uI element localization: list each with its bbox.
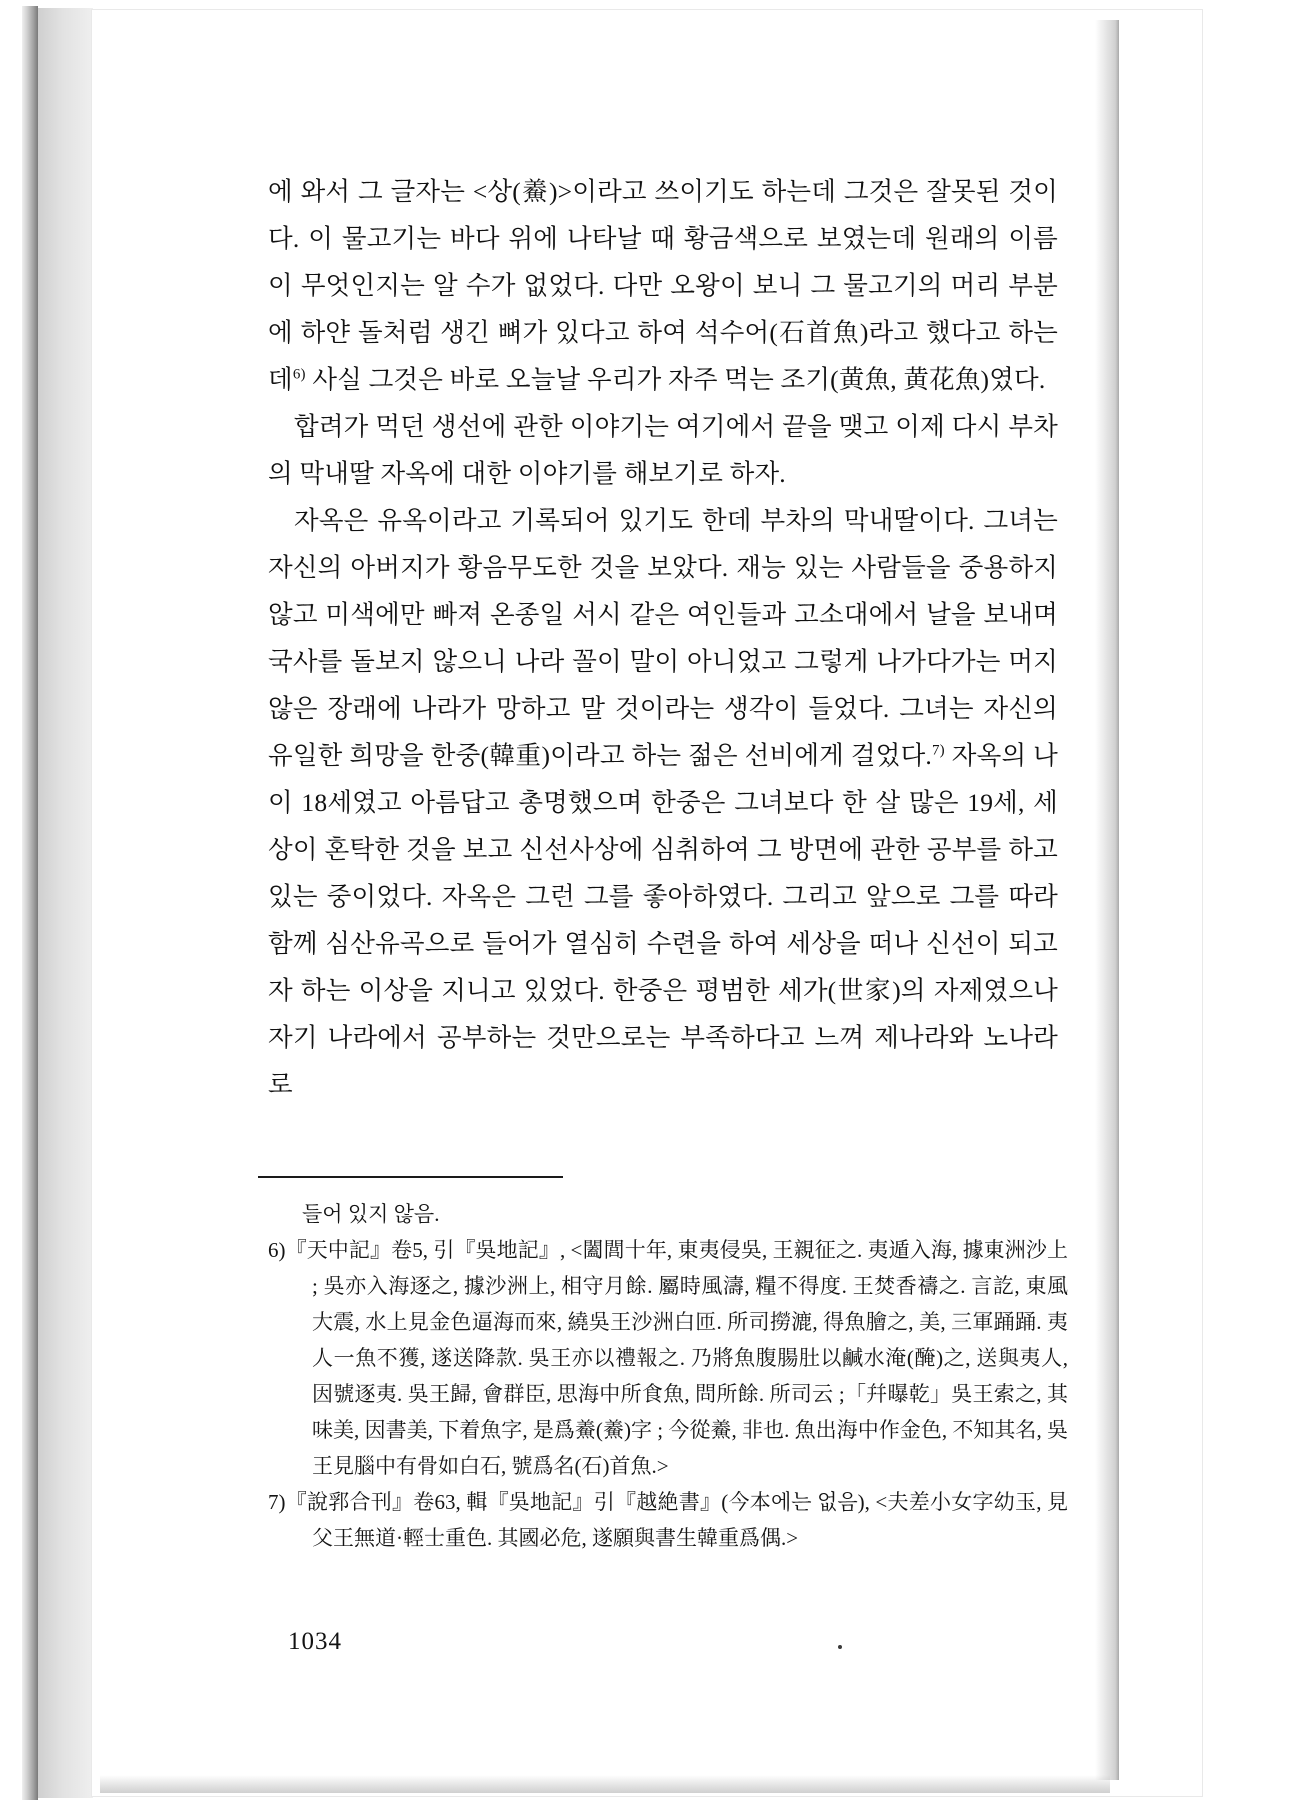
footnote-text: 『說郛合刊』卷63, 輯『吳地記』引『越絶書』(今本에는 없음), <夫差小女字幼玉, 見父王無道·輕士重色. 其國必危, 遂願與書生韓重爲偶.> [285,1490,1068,1550]
footnote-section [268,1196,1068,1556]
scan-artifact-dot [838,1645,842,1649]
page-number: 1034 [288,1628,342,1655]
footnote-marker[interactable]: 7) [931,742,945,759]
body-paragraph [268,497,1058,1108]
book-binding-shadow [22,6,38,1800]
footnote-separator-rule [258,1176,563,1178]
footnote-item [268,1232,1068,1484]
body-text-column [268,168,1058,1108]
footnote-marker[interactable]: 6) [292,366,306,383]
body-paragraph [268,168,1058,403]
paragraph-text: 자옥은 유옥이라고 기록되어 있기도 한데 부차의 막내딸이다. 그녀는 자신의 아버지가 황음무도한 것을 보았다. 재능 있는 사람들을 중용하지 않고 미색에만 빠져 온종일 서시 같은 여인들과 고소대에서 날을 보내며 국사를 돌보지 않으니 나라 꼴이 말이 아니었고 그렇게 나가다가는 머지 않은 장래에 나라가 망하고 말 것이라는 생각이 들었다. 그녀는 자신의 유일한 희망을 한중(韓重)이라고 하는 젊은 선비에게 걸었다. [268,506,1058,770]
paragraph-text: 에 와서 그 글자는 <상(鯗)>이라고 쓰이기도 하는데 그것은 잘못된 것이다. 이 물고기는 바다 위에 나타날 때 황금색으로 보였는데 원래의 이름이 무엇인지는 알 수가 없었다. 다만 오왕이 보니 그 물고기의 머리 부분에 하얀 돌처럼 생긴 뼈가 있다고 하여 석수어(石首魚)라고 했다고 하는데 [268,177,1058,394]
footnote-text: 『天中記』卷5, 引『吳地記』, <闔閭十年, 東夷侵吳, 王親征之. 夷遁入海, 據東洲沙上 ; 吳亦入海逐之, 據沙洲上, 相守月餘. 屬時風濤, 糧不得度. 王焚香禱之. 言訖, 東風大震, 水上見金色逼海而來, 繞吳王沙洲白匝. 所司撈漉, 得魚膾之, 美, 三軍踊踊. 夷人一魚不獲, 遂送降款. 吳王亦以禮報之. 乃將魚腹腸肚以鹹水淹(醃)之, 送與夷人, 因號逐夷. 吳王歸, 會群臣, 思海中所食魚, 問所餘. 所司云 ;「幷曝乾」吳王索之, 其味美, 因書美, 下着魚字, 是爲鯗(鯗)字 ; 今從鯗, 非也. 魚出海中作金色, 不知其名, 吳王見腦中有骨如白石, 號爲名(石)首魚.> [285,1238,1068,1478]
footnote-number: 7) [268,1490,286,1514]
footnote-continuation-text: 들어 있지 않음. [302,1202,440,1226]
paragraph-text-tail: 자옥의 나이 18세였고 아름답고 총명했으며 한중은 그녀보다 한 살 많은 19세, 세상이 혼탁한 것을 보고 신선사상에 심취하여 그 방면에 관한 공부를 하고 있는 중이었다. 자옥은 그런 그를 좋아하였다. 그리고 앞으로 그를 따라 함께 심산유곡으로 들어가 열심히 수련을 하여 세상을 떠나 신선이 되고자 하는 이상을 지니고 있었다. 한중은 평범한 세가(世家)의 자제였으나 자기 나라에서 공부하는 것만으로는 부족하다고 느껴 제나라와 노나라로 [268,741,1059,1099]
paragraph-text: 합려가 먹던 생선에 관한 이야기는 여기에서 끝을 맺고 이제 다시 부차의 막내딸 자옥에 대한 이야기를 해보기로 하자. [268,412,1058,488]
paragraph-text-tail: 사실 그것은 바로 오늘날 우리가 자주 먹는 조기(黄魚, 黄花魚)였다. [305,365,1046,394]
page-gutter [38,8,93,1798]
paper-right-edge-shadow [1095,20,1119,1780]
footnote-number: 6) [268,1238,286,1262]
paper-bottom-edge-shadow [100,1775,1110,1793]
footnote-item [268,1484,1068,1556]
body-paragraph [268,403,1058,497]
